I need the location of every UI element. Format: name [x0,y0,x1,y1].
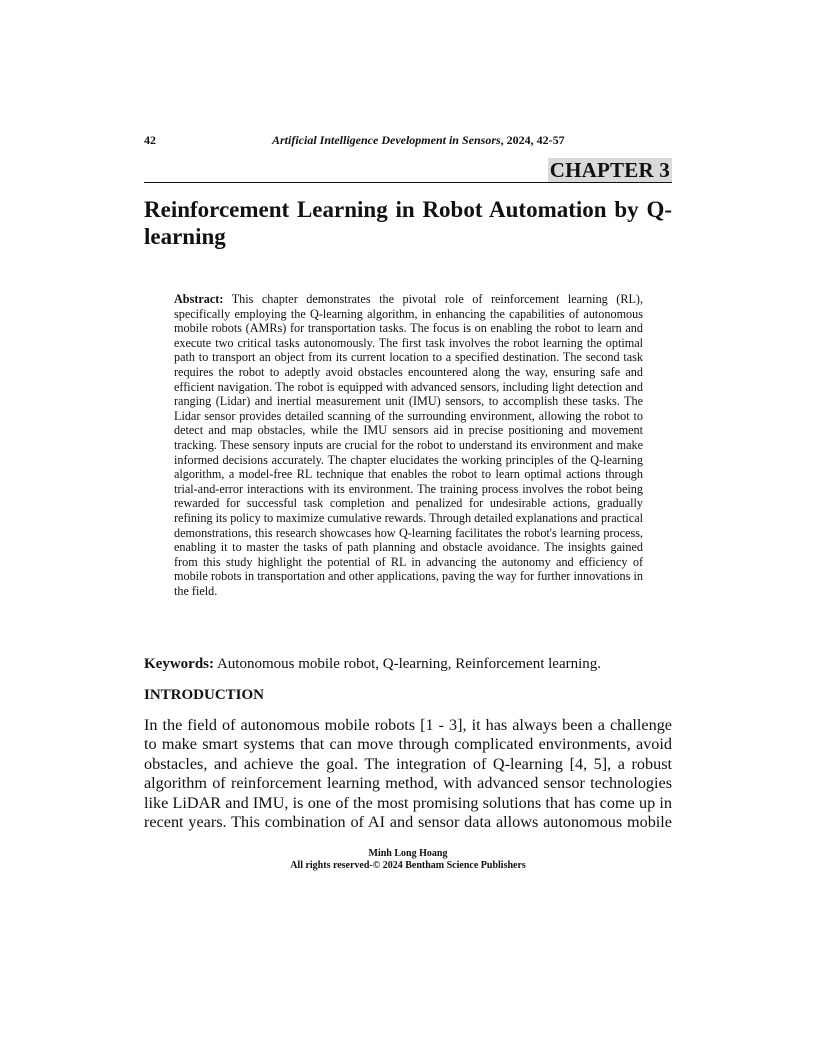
chapter-divider [144,182,672,183]
footer-author: Minh Long Hoang [368,848,448,859]
keywords-label: Keywords: [144,656,214,672]
keywords-text: Autonomous mobile robot, Q-learning, Reinforcement learning. [216,656,602,672]
introduction-paragraph: In the field of autonomous mobile robots [1 - 3], it has always been a challenge to make smart systems that can move through complicated environments, avoid obstacles, and achieve the goal. The integration of Q-learning [4, 5], a robust algorithm of reinforcement learning method, with advanced sensor technologies like LiDAR and IMU, is one of the most promising solutions that has come up in recent years. This combination of AI and sensor data allows autonomous mobile [144,716,672,832]
keywords [144,654,672,674]
page-footer [144,848,672,872]
chapter-title: Reinforcement Learning in Robot Automation by Q-learning [144,197,672,249]
abstract-text: This chapter demonstrates the pivotal role of reinforcement learning (RL), specifically employing the Q-learning algorithm, in enhancing the capabilities of autonomous mobile robots (AMRs) for transportation tasks. The focus is on enabling the robot to learn and execute two critical tasks autonomously. The first task involves the robot learning the optimal path to transport an object from its current location to a specified destination. The second task requires the robot to adeptly avoid obstacles encountered along the way, ensuring safe and efficient navigation. The robot is equipped with advanced sensors, including light detection and ranging (Lidar) and inertial measurement unit (IMU) sensors, to accomplish these tasks. The Lidar sensor provides detailed scanning of the surrounding environment, allowing the robot to detect and map obstacles, while the IMU sensors aid in precise positioning and movement tracking. These sensory inputs are crucial for the robot to understand its environment and make informed decisions accurately. The chapter elucidates the working principles of the Q-learning algorithm, a model-free RL technique that enables the robot to learn optimal actions through trial-and-error interactions with its environment. The training process involves the robot being rewarded for successful task completion and penalized for undesirable actions, gradually refining its policy to maximize cumulative rewards. Through detailed explanations and practical demonstrations, this research showcases how Q-learning facilitates the robot's learning process, enabling it to master the tasks of path planning and obstacle avoidance. The insights gained from this study highlight the potential of RL in advancing the autonomy and efficiency of mobile robots in transportation and other applications, paving the way for further innovations in the field. [174,292,644,598]
journal-citation: , 2024, 42-57 [500,133,565,147]
footer-copyright: All rights reserved-© 2024 Bentham Science Publishers [290,860,526,871]
page-number: 42 [144,133,156,147]
chapter-label: CHAPTER 3 [549,158,670,182]
abstract [174,292,643,598]
section-heading-introduction: INTRODUCTION [144,687,265,703]
abstract-label: Abstract: [174,292,224,306]
journal-name: Artificial Intelligence Development in Sensors [272,133,501,147]
running-head [272,133,565,148]
